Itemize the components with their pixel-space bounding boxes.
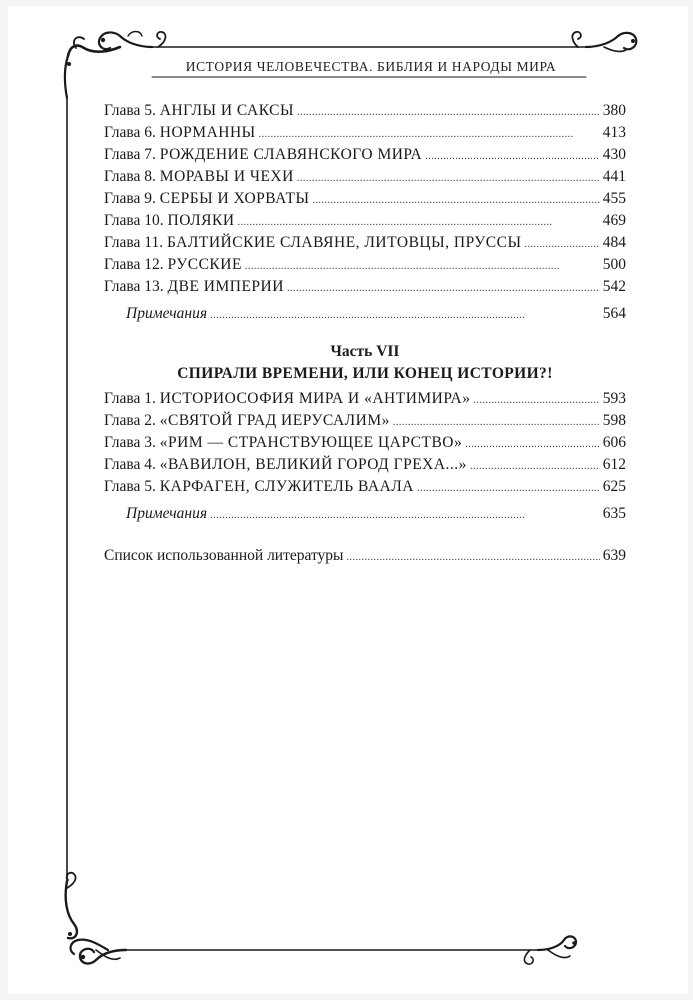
toc-page-number: 484 xyxy=(602,234,626,251)
toc-chapter-number: Глава 11. xyxy=(104,234,164,251)
toc-notes-entry[interactable] xyxy=(104,503,626,525)
toc-chapter-number: Глава 7. xyxy=(104,146,156,163)
toc-chapter-number: Глава 4. xyxy=(104,456,156,473)
toc-chapter-title: ИСТОРИОСОФИЯ МИРА И «АНТИМИРА» xyxy=(159,390,471,407)
running-head: ИСТОРИЯ ЧЕЛОВЕЧЕСТВА. БИБЛИЯ И НАРОДЫ МИРА xyxy=(185,59,557,74)
toc-chapter-number: Глава 3. xyxy=(104,434,156,451)
toc-page-number: 413 xyxy=(602,124,626,141)
dot-leader xyxy=(312,190,599,212)
toc-notes-title: Примечания xyxy=(126,505,208,522)
toc-chapter-number: Глава 1. xyxy=(104,390,156,407)
toc-chapter-title: РУССКИЕ xyxy=(167,256,242,273)
toc-page-number: 606 xyxy=(602,434,626,451)
toc-chapter-number: Глава 2. xyxy=(104,412,156,429)
dot-leader xyxy=(425,146,600,168)
toc-page-number: 564 xyxy=(602,305,626,322)
dot-leader xyxy=(524,234,599,256)
dot-leader xyxy=(465,434,600,456)
toc-page-number: 598 xyxy=(602,412,626,429)
toc-entry[interactable] xyxy=(104,210,626,232)
toc-chapter-title: «ВАВИЛОН, ВЕЛИКИЙ ГОРОД ГРЕХА...» xyxy=(159,456,467,473)
toc-page-number: 625 xyxy=(602,478,626,495)
toc-entry[interactable] xyxy=(104,410,626,432)
toc-chapter-title: МОРАВЫ И ЧЕХИ xyxy=(159,168,294,185)
toc-page-number: 593 xyxy=(602,390,626,407)
toc-entry[interactable] xyxy=(104,144,626,166)
toc-chapter-number: Глава 10. xyxy=(104,212,164,229)
part-label: Часть VII xyxy=(330,343,400,360)
toc-chapter-title: АНГЛЫ И САКСЫ xyxy=(159,102,295,119)
dot-leader xyxy=(210,505,600,527)
toc-notes-entry[interactable] xyxy=(104,303,626,325)
flourish-top-right xyxy=(572,32,636,52)
dot-leader xyxy=(245,256,600,278)
dot-leader xyxy=(473,390,599,412)
toc-page-number: 455 xyxy=(602,190,626,207)
toc-page-number: 542 xyxy=(602,278,626,295)
toc-chapter-number: Глава 6. xyxy=(104,124,156,141)
toc-literature-entry[interactable] xyxy=(104,545,626,567)
table-of-contents xyxy=(104,100,626,567)
dot-leader xyxy=(417,478,600,500)
toc-entry[interactable] xyxy=(104,254,626,276)
toc-chapter-number: Глава 8. xyxy=(104,168,156,185)
toc-literature-title: Список использованной литературы xyxy=(104,547,344,564)
toc-page-number: 441 xyxy=(602,168,626,185)
toc-chapter-title: ДВЕ ИМПЕРИИ xyxy=(167,278,284,295)
toc-page-number: 380 xyxy=(602,102,626,119)
dot-leader xyxy=(210,305,600,327)
toc-notes-title: Примечания xyxy=(126,305,208,322)
toc-page-number: 639 xyxy=(602,547,626,564)
toc-entry[interactable] xyxy=(104,432,626,454)
toc-chapter-number: Глава 5. xyxy=(104,102,156,119)
dot-leader xyxy=(259,124,600,146)
dot-leader xyxy=(470,456,600,478)
dot-leader xyxy=(287,278,600,300)
toc-entry[interactable] xyxy=(104,476,626,498)
toc-chapter-title: НОРМАННЫ xyxy=(159,124,256,141)
toc-page-number: 430 xyxy=(602,146,626,163)
toc-page-number: 469 xyxy=(602,212,626,229)
toc-chapter-number: Глава 12. xyxy=(104,256,164,273)
toc-entry[interactable] xyxy=(104,100,626,122)
toc-chapter-title: БАЛТИЙСКИЕ СЛАВЯНЕ, ЛИТОВЦЫ, ПРУССЫ xyxy=(166,234,522,251)
toc-page-number: 635 xyxy=(602,505,626,522)
toc-page-number: 500 xyxy=(602,256,626,273)
flourish-top-left xyxy=(65,32,166,99)
toc-chapter-number: Глава 5. xyxy=(104,478,156,495)
toc-chapter-number: Глава 9. xyxy=(104,190,156,207)
toc-chapter-title: «СВЯТОЙ ГРАД ИЕРУСАЛИМ» xyxy=(159,412,390,429)
toc-entry[interactable] xyxy=(104,454,626,476)
dot-leader xyxy=(393,412,600,434)
dot-leader xyxy=(297,168,600,190)
toc-entry[interactable] xyxy=(104,388,626,410)
toc-chapter-title: ПОЛЯКИ xyxy=(167,212,235,229)
toc-chapter-title: СЕРБЫ И ХОРВАТЫ xyxy=(159,190,310,207)
toc-entry[interactable] xyxy=(104,166,626,188)
dot-leader xyxy=(346,547,599,569)
toc-chapter-title: КАРФАГЕН, СЛУЖИТЕЛЬ ВААЛА xyxy=(159,478,414,495)
book-page xyxy=(8,6,688,994)
toc-entry[interactable] xyxy=(104,122,626,144)
flourish-bottom-left xyxy=(66,873,126,964)
dot-leader xyxy=(297,102,600,124)
part-title: СПИРАЛИ ВРЕМЕНИ, ИЛИ КОНЕЦ ИСТОРИИ?! xyxy=(177,365,553,382)
toc-page-number: 612 xyxy=(602,456,626,473)
toc-chapter-number: Глава 13. xyxy=(104,278,164,295)
toc-entry[interactable] xyxy=(104,188,626,210)
toc-entry[interactable] xyxy=(104,232,626,254)
toc-entry[interactable] xyxy=(104,276,626,298)
toc-chapter-title: «РИМ — СТРАНСТВУЮЩЕЕ ЦАРСТВО» xyxy=(159,434,463,451)
toc-chapter-title: РОЖДЕНИЕ СЛАВЯНСКОГО МИРА xyxy=(159,146,423,163)
dot-leader xyxy=(238,212,600,234)
